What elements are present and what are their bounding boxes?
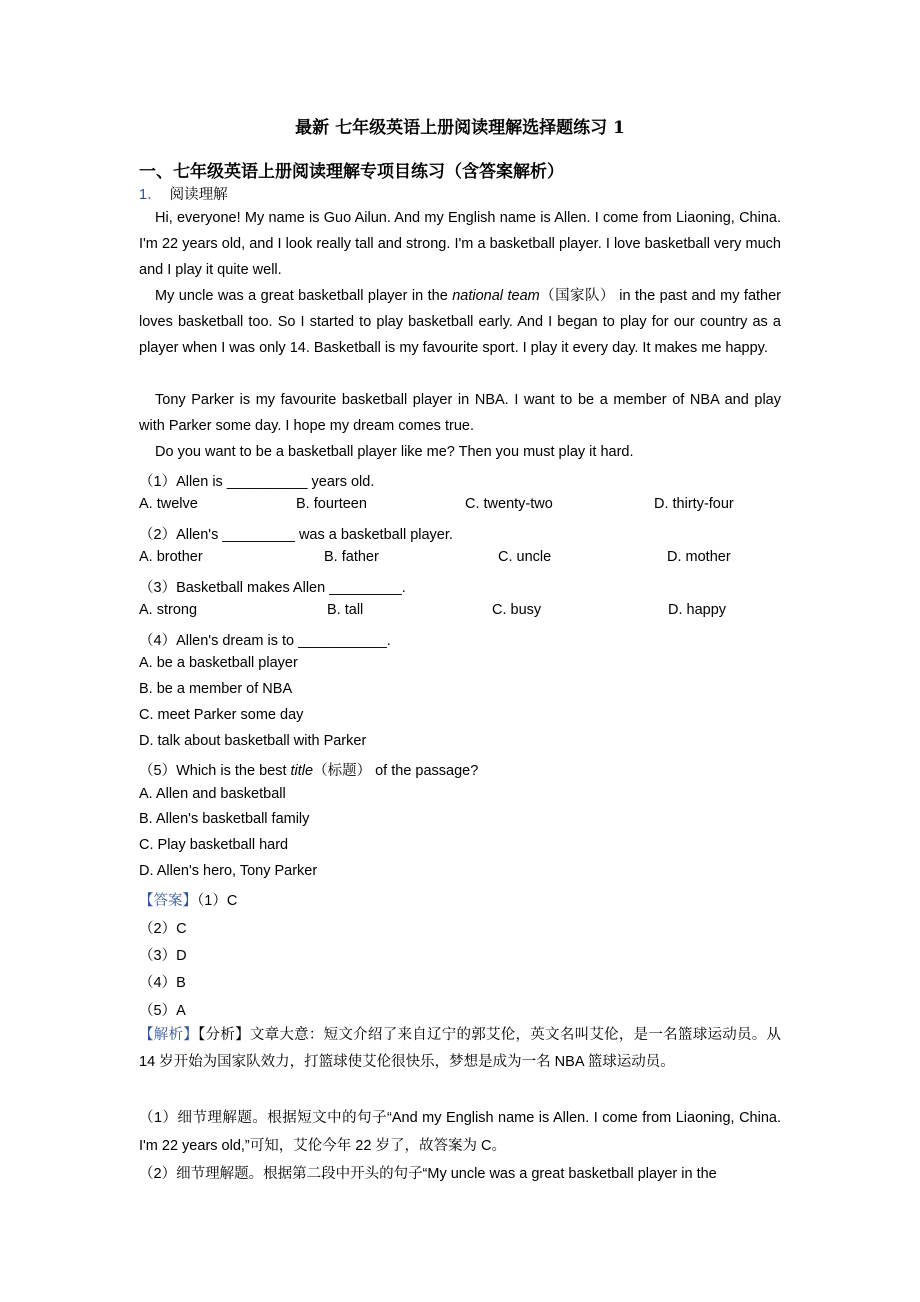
answer-2: （2）C bbox=[139, 921, 187, 937]
analysis-explanation-2: （2）细节理解题。根据第二段中开头的句子“My uncle was a great basketball player in the bbox=[139, 1166, 717, 1182]
q1-option-c: C. twenty-two bbox=[465, 496, 553, 512]
question-label: 阅读理解 bbox=[169, 187, 228, 203]
section-heading: 一、七年级英语上册阅读理解专项目练习（含答案解析） bbox=[139, 162, 564, 182]
q1-option-b: B. fourteen bbox=[296, 496, 367, 512]
question-5-stem bbox=[139, 759, 478, 780]
analysis-summary bbox=[139, 1022, 781, 1076]
q2-option-a: A. brother bbox=[139, 549, 203, 565]
q4-option-d: D. talk about basketball with Parker bbox=[139, 733, 367, 749]
question-4-stem: （4）Allen's dream is to ___________. bbox=[139, 633, 391, 649]
q5-stem-after: of the passage? bbox=[371, 763, 479, 779]
question-3-stem: （3）Basketball makes Allen _________. bbox=[139, 580, 406, 596]
answer-3: （3）D bbox=[139, 948, 187, 964]
p2-text-after: in the past and my father loves basketball too. So I started to play basketball early. And I began to play for our country as a player when I was only 14. Basketball is my favourite sport. I play it every day. It makes me happy. bbox=[139, 288, 782, 356]
answer-1: （1）C bbox=[197, 893, 238, 909]
passage-paragraph-4: Do you want to be a basketball player like me? Then you must play it hard. bbox=[155, 444, 634, 460]
q2-option-b: B. father bbox=[324, 549, 379, 565]
answer-line-1 bbox=[139, 889, 237, 910]
answer-5: （5）A bbox=[139, 1003, 186, 1019]
q2-option-c: C. uncle bbox=[498, 549, 552, 565]
p2-text-before: My uncle was a great basketball player in the bbox=[155, 288, 453, 304]
question-number: 1． bbox=[139, 187, 162, 203]
analysis-tag: 【解析】 bbox=[139, 1027, 199, 1043]
q5-option-b: B. Allen's basketball family bbox=[139, 811, 310, 827]
q2-option-d: D. mother bbox=[667, 549, 731, 565]
analysis-explanation-1: （1）细节理解题。根据短文中的句子“And my English name is Allen. I come from Liaoning, China. I'm 22 years old,”可知，艾伦今年 22 岁了，故答案为 C。 bbox=[139, 1110, 781, 1154]
question-heading bbox=[139, 183, 228, 204]
q4-option-a: A. be a basketball player bbox=[139, 655, 298, 671]
p2-italic-term: national team bbox=[452, 288, 540, 304]
q4-option-c: C. meet Parker some day bbox=[139, 707, 304, 723]
q5-option-a: A. Allen and basketball bbox=[139, 786, 286, 802]
answer-4: （4）B bbox=[139, 975, 186, 991]
analysis-summary-text: 【分析】文章大意：短文介绍了来自辽宁的郭艾伦，英文名叫艾伦，是一名篮球运动员。从 14 岁开始为国家队效力，打篮球使艾伦很快乐，梦想是成为一名 NBA 篮球运动员。 bbox=[139, 1027, 781, 1070]
q5-option-c: C. Play basketball hard bbox=[139, 837, 289, 853]
q3-option-b: B. tall bbox=[327, 602, 364, 618]
p2-gloss: （国家队） bbox=[539, 288, 615, 304]
q3-option-d: D. happy bbox=[668, 602, 727, 618]
passage-paragraph-1: Hi, everyone! My name is Guo Ailun. And my English name is Allen. I come from Liaoning, China. I'm 22 years old, and I look really tall and strong. I'm a basketball player. I love basketball very much and I play it quite well. bbox=[139, 210, 781, 278]
passage-paragraph-3: Tony Parker is my favourite basketball player in NBA. I want to be a member of NBA and play with Parker some day. I hope my dream comes true. bbox=[139, 392, 781, 434]
q5-stem-before: （5）Which is the best bbox=[139, 763, 291, 779]
q1-option-d: D. thirty-four bbox=[654, 496, 734, 512]
question-2-stem: （2）Allen's _________ was a basketball player. bbox=[139, 527, 453, 543]
q5-stem-gloss: （标题） bbox=[313, 763, 372, 779]
q3-option-c: C. busy bbox=[492, 602, 542, 618]
question-1-stem: （1）Allen is __________ years old. bbox=[139, 474, 375, 490]
passage-paragraph-2 bbox=[139, 283, 781, 361]
q5-option-d: D. Allen's hero, Tony Parker bbox=[139, 863, 318, 879]
answer-tag: 【答案】 bbox=[139, 893, 197, 909]
q3-option-a: A. strong bbox=[139, 602, 198, 618]
q4-option-b: B. be a member of NBA bbox=[139, 681, 293, 697]
q1-option-a: A. twelve bbox=[139, 496, 198, 512]
q5-stem-italic: title bbox=[290, 763, 314, 779]
page-title: 最新 七年级英语上册阅读理解选择题练习 1 bbox=[295, 118, 625, 138]
